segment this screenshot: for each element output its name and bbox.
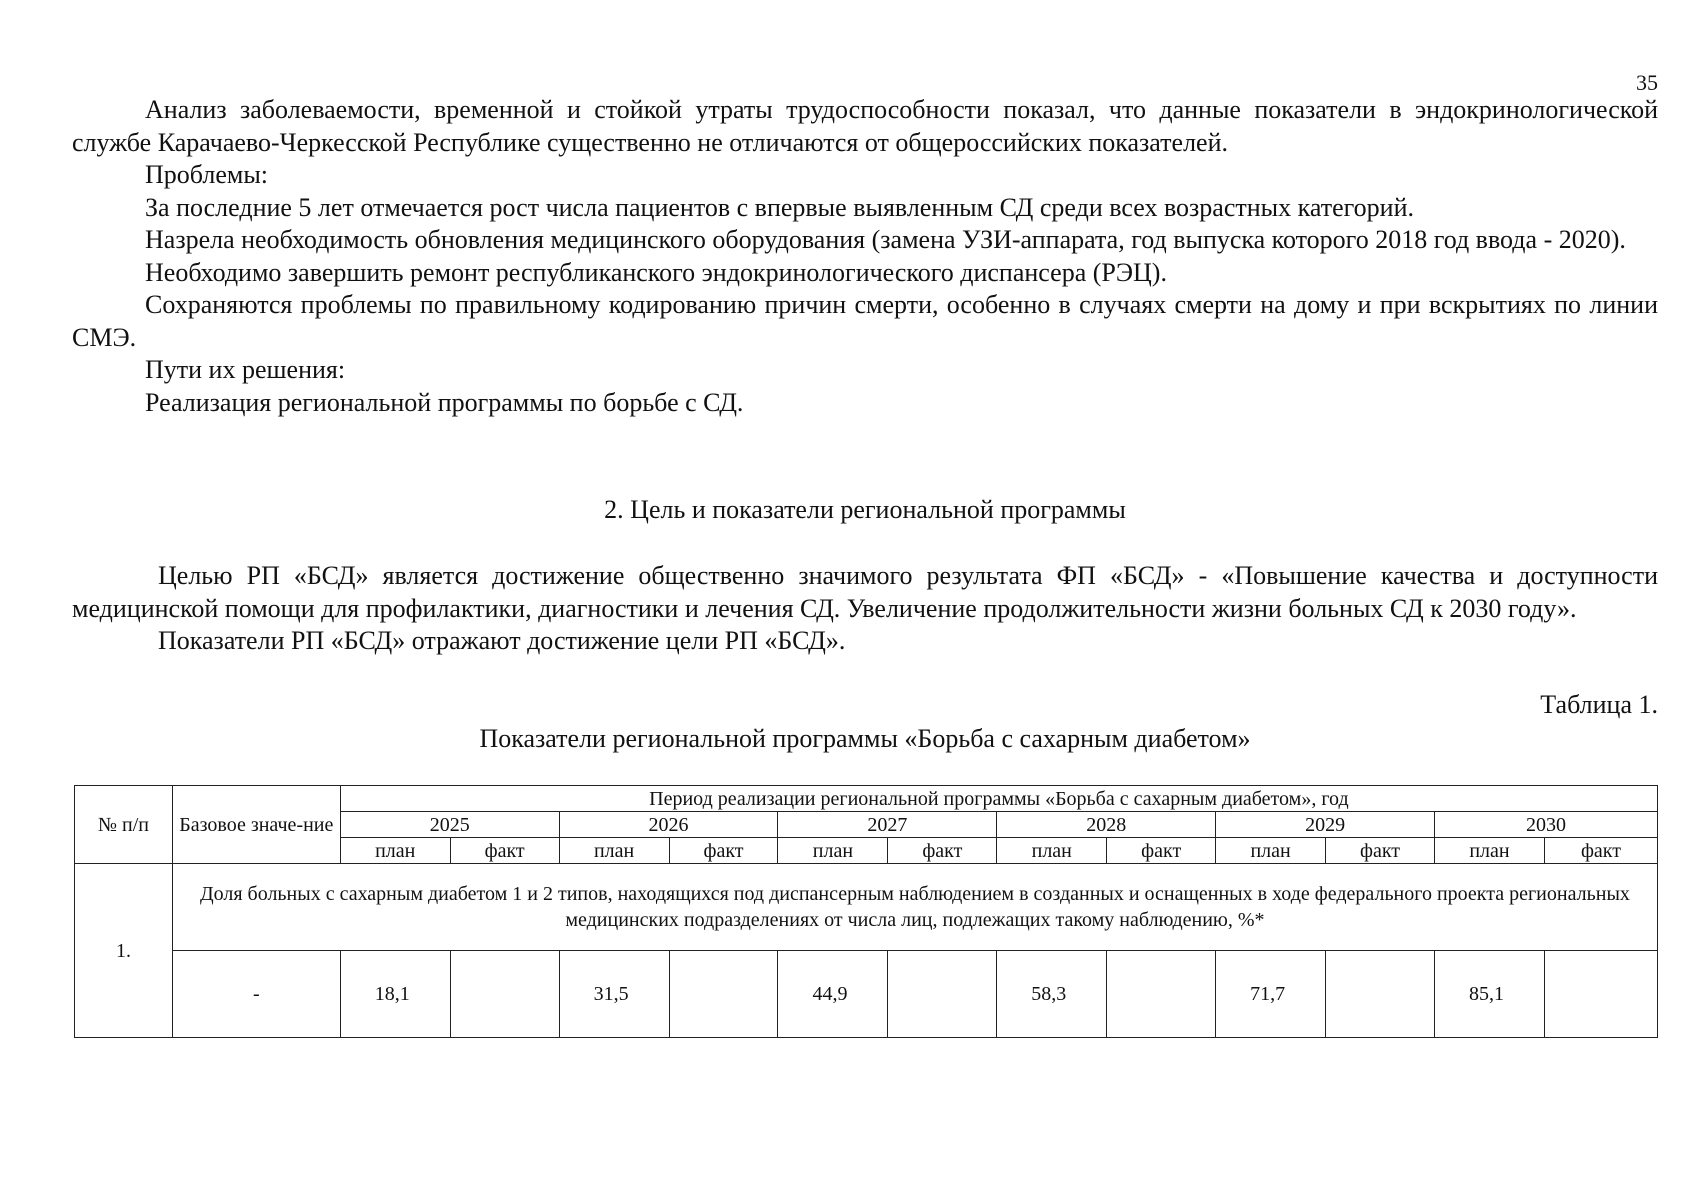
fact-value: [669, 951, 778, 1038]
row-number: 1.: [75, 864, 173, 1038]
paragraph-problems-heading: Проблемы:: [145, 160, 269, 189]
header-year: 2030: [1434, 812, 1657, 838]
plan-value: 85,1: [1434, 951, 1544, 1038]
table-label: Таблица 1.: [1540, 690, 1658, 719]
paragraph-problem-equipment: Назрела необходимость обновления медицинского оборудования (замена УЗИ-аппарата, год выпуска которого 2018 год ввода - 2020).: [145, 225, 1626, 254]
fact-value: [450, 951, 559, 1038]
plan-value: 71,7: [1216, 951, 1326, 1038]
header-plan: план: [778, 838, 888, 864]
header-plan: план: [559, 838, 669, 864]
fact-value: [1326, 951, 1435, 1038]
goal-text-block: [72, 560, 1658, 658]
table-row-values: [75, 951, 1658, 1038]
paragraph-problem-coding: Сохраняются проблемы по правильному кодированию причин смерти, особенно в случаях смерти на дому и при вскрытиях по линии СМЭ.: [72, 290, 1658, 352]
header-plan: план: [1216, 838, 1326, 864]
plan-value: 18,1: [340, 951, 450, 1038]
header-year: 2028: [997, 812, 1216, 838]
header-year: 2029: [1216, 812, 1435, 838]
plan-value: 58,3: [997, 951, 1107, 1038]
header-num: № п/п: [75, 786, 173, 864]
header-fact: факт: [888, 838, 997, 864]
header-plan: план: [340, 838, 450, 864]
indicator-description: Доля больных с сахарным диабетом 1 и 2 типов, находящихся под диспансерным наблюдением в созданных и оснащенных в ходе федерального проекта региональных медицинских подразделениях от числа лиц, подлежащих такому наблюдению, %*: [172, 864, 1657, 951]
header-year: 2026: [559, 812, 778, 838]
header-fact: факт: [450, 838, 559, 864]
fact-value: [1544, 951, 1657, 1038]
paragraph-solution: Реализация региональной программы по борьбе с СД.: [145, 387, 744, 417]
header-fact: факт: [1326, 838, 1435, 864]
paragraph-problem-repair: Необходимо завершить ремонт республиканского эндокринологического диспансера (РЭЦ).: [145, 257, 1167, 287]
header-plan: план: [1434, 838, 1544, 864]
paragraph-solutions-heading: Пути их решения:: [145, 355, 346, 384]
section-heading: 2. Цель и показатели региональной программы: [604, 495, 1126, 524]
header-base: Базовое значе-ние: [172, 786, 340, 864]
paragraph-indicators: Показатели РП «БСД» отражают достижение цели РП «БСД».: [158, 626, 846, 655]
plan-value: 44,9: [778, 951, 888, 1038]
header-fact: факт: [1544, 838, 1657, 864]
header-year: 2025: [340, 812, 559, 838]
header-period: Период реализации региональной программы «Борьба с сахарным диабетом», год: [340, 786, 1657, 812]
paragraph-problem-growth: За последние 5 лет отмечается рост числа пациентов с впервые выявленным СД среди всех возрастных категорий.: [145, 192, 1414, 222]
header-year: 2027: [778, 812, 997, 838]
paragraph-goal: Целью РП «БСД» является достижение общественно значимого результата ФП «БСД» - «Повышение качества и доступности медицинской помощи для профилактики, диагностики и лечения СД. Увеличение продолжительности жизни больных СД к 2030 году».: [72, 561, 1658, 623]
fact-value: [1107, 951, 1216, 1038]
table-title: Показатели региональной программы «Борьба с сахарным диабетом»: [479, 724, 1251, 753]
paragraph-analysis: Анализ заболеваемости, временной и стойкой утраты трудоспособности показал, что данные показатели в эндокринологической службе Карачаево-Черкесской Республике существенно не отличаются от общероссийских показателей.: [72, 95, 1658, 157]
table-row: [75, 864, 1658, 951]
fact-value: [888, 951, 997, 1038]
header-fact: факт: [1107, 838, 1216, 864]
base-value: -: [172, 951, 340, 1038]
plan-value: 31,5: [559, 951, 669, 1038]
header-fact: факт: [669, 838, 778, 864]
page-number: 35: [1636, 70, 1658, 95]
section-heading-block: [72, 494, 1658, 527]
body-text-block: [72, 94, 1658, 419]
indicators-table: [74, 785, 1658, 1038]
header-plan: план: [997, 838, 1107, 864]
